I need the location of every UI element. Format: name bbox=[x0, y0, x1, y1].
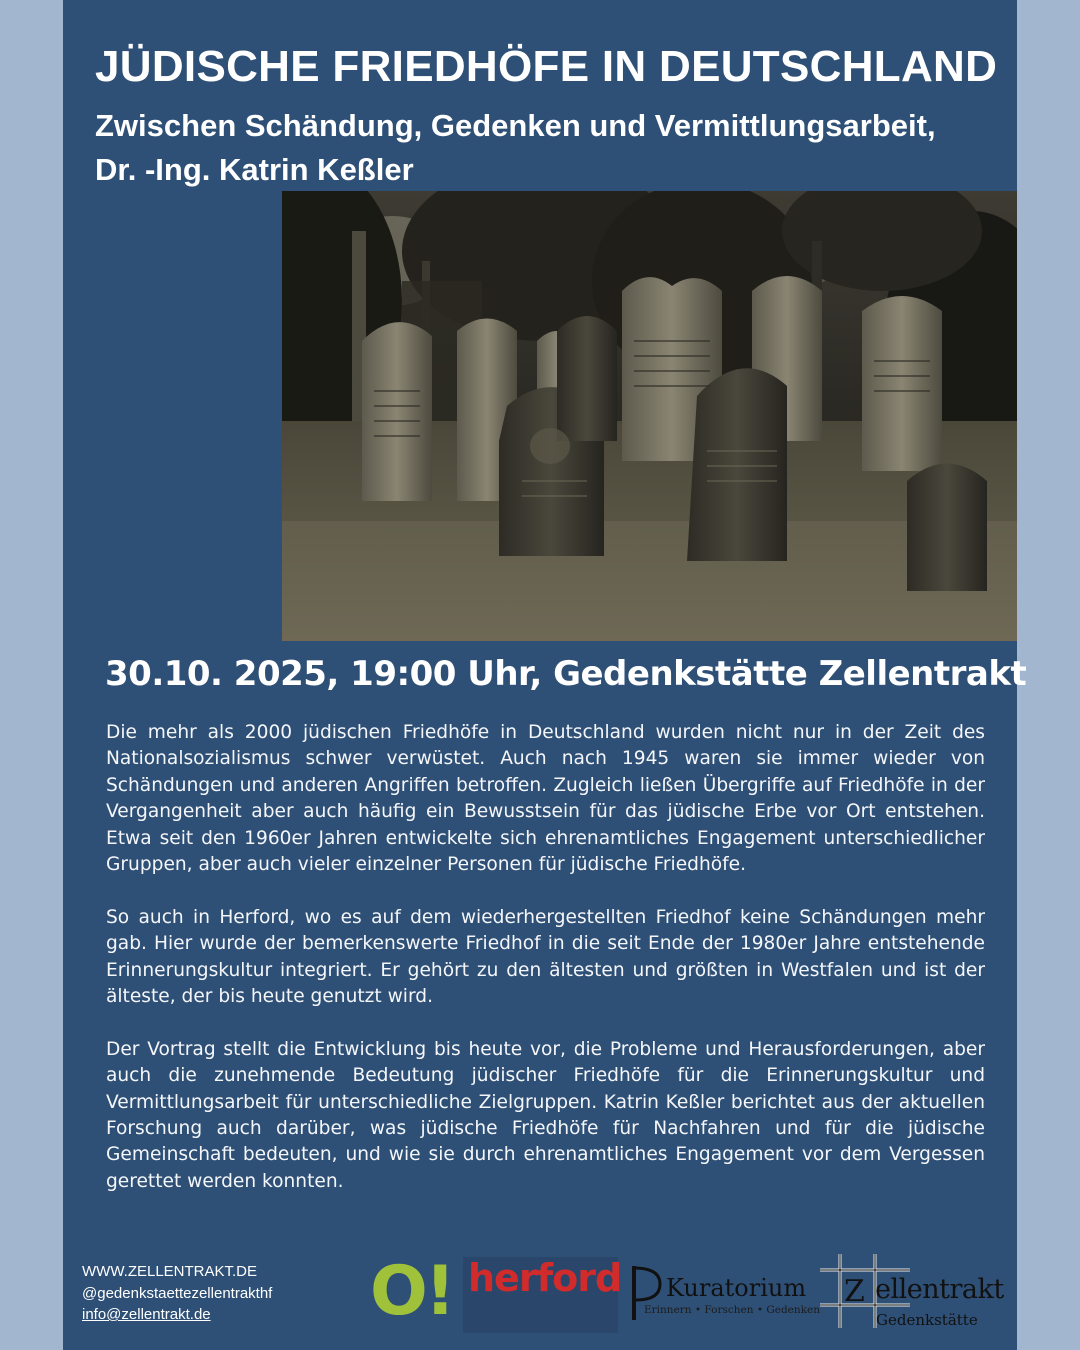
zellentrakt-logo-subtitle: Gedenkstätte bbox=[876, 1311, 978, 1329]
event-date-location: 30.10. 2025, 19:00 Uhr, Gedenkstätte Zellentrakt bbox=[105, 654, 1027, 694]
description-paragraph-1: Die mehr als 2000 jüdischen Friedhöfe in Deutschland wurden nicht nur in der Zeit des Nationalsozialismus schwer verwüstet. Auch nach 1945 waren sie immer wieder von Schändungen und anderen Angriffen betroffen. Zugleich ließen Übergriffe auf Friedhöfe in der Vergangenheit aber auch häufig ein Bewusstsein für das jüdische Erbe vor Ort entstehen. Etwa seit den 1960er Jahren entwickelte sich ehrenamtliches Engagement unterschiedlicher Gruppen, aber auch vieler einzelner Personen für jüdische Friedhöfe. bbox=[106, 722, 985, 876]
subtitle-line-1: Zwischen Schändung, Gedenken und Vermittlungsarbeit, bbox=[95, 108, 936, 143]
subtitle-speaker: Dr. -Ing. Katrin Keßler bbox=[95, 152, 414, 187]
zellentrakt-logo-name: ellentrakt bbox=[875, 1274, 1004, 1305]
jewish-cemetery-photo bbox=[282, 191, 1017, 641]
contact-info bbox=[82, 1261, 272, 1326]
herford-logo: herford bbox=[468, 1256, 622, 1300]
description bbox=[106, 720, 985, 1222]
o-logo: O! bbox=[370, 1252, 453, 1331]
kuratorium-logo-tagline: Erinnern • Forschen • Gedenken bbox=[644, 1304, 820, 1316]
website-link[interactable]: WWW.ZELLENTRAKT.DE bbox=[82, 1263, 258, 1280]
zellentrakt-initial: Z bbox=[844, 1274, 865, 1309]
poster bbox=[63, 0, 1027, 1350]
kuratorium-logo-name: Kuratorium bbox=[666, 1274, 807, 1302]
email-link[interactable]: info@zellentrakt.de bbox=[82, 1306, 211, 1323]
description-paragraph-2: So auch in Herford, wo es auf dem wiederhergestellten Friedhof keine Schändungen mehr gab. Hier wurde der bemerkenswerte Friedhof in die seit Ende der 1980er Jahre entstehende Erinnerungskultur integriert. Er gehört zu den ältesten und größten in Westfalen und ist der älteste, der bis heute genutzt wird. bbox=[106, 906, 985, 1008]
description-paragraph-3: Der Vortrag stellt die Entwicklung bis heute vor, die Probleme und Herausforderungen, aber auch die zunehmende Bedeutung jüdischer Friedhöfe für die Erinnerungskultur und Vermittlungsarbeit für unterschiedliche Zielgruppen. Katrin Keßler berichtet aus der aktuellen Forschung auch darüber, was jüdische Friedhöfe für Nachfahren und für die jüdische Gemeinschaft bedeuten, und wie sie durch ehrenamtliches Engagement vor dem Vergessen gerettet werden konnten. bbox=[106, 1038, 985, 1192]
subtitle bbox=[95, 104, 936, 192]
social-handle: @gedenkstaettezellentrakthf bbox=[82, 1284, 273, 1302]
page-title: JÜDISCHE FRIEDHÖFE IN DEUTSCHLAND bbox=[95, 42, 998, 91]
